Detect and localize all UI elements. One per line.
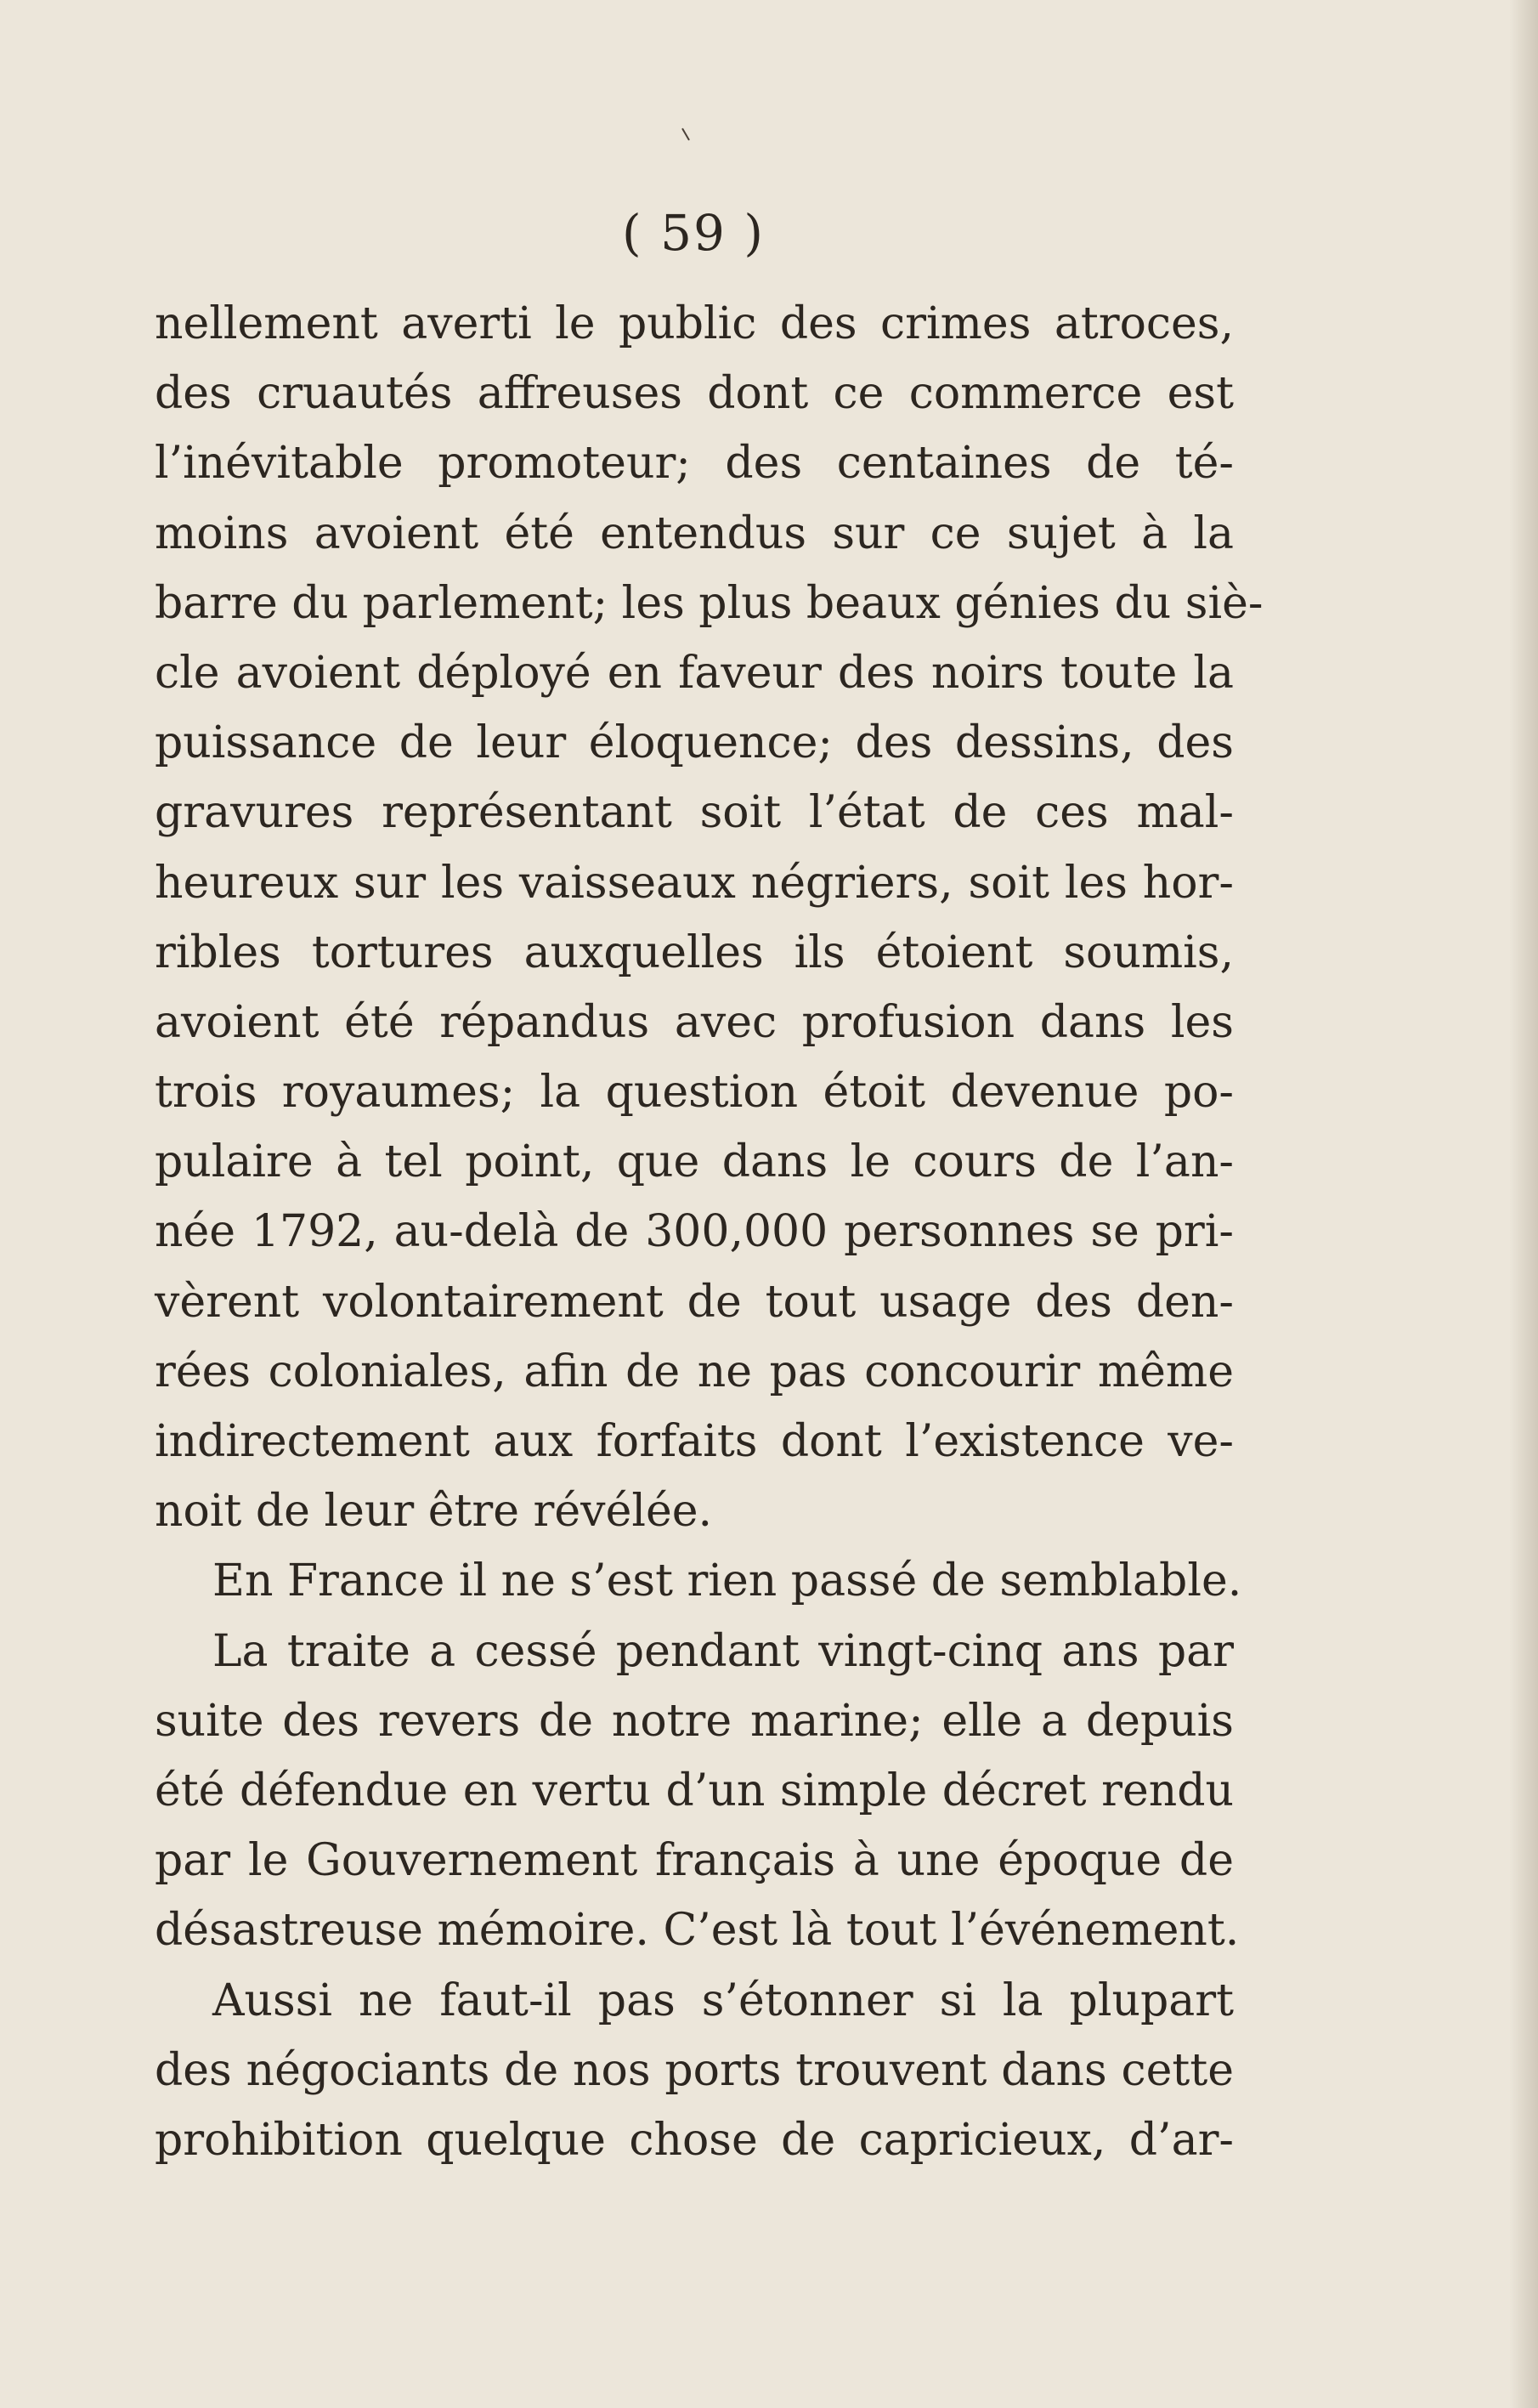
text-line: vèrent volontairement de tout usage des den-	[155, 1276, 1234, 1328]
page-edge-shadow	[1509, 0, 1538, 2408]
body-text	[155, 289, 1264, 2175]
text-line: indirectement aux forfaits dont l’existence ve-	[155, 1416, 1234, 1467]
text-line: noit de leur être révélée.	[155, 1486, 713, 1538]
text-line: puissance de leur éloquence; des dessins, des	[155, 717, 1234, 769]
text-line: avoient été répandus avec profusion dans les	[155, 996, 1234, 1048]
text-line: par le Gouvernement français à une époque de	[155, 1835, 1234, 1887]
text-line: désastreuse mémoire. C’est là tout l’événement.	[155, 1905, 1240, 1957]
text-line: En France il ne s’est rien passé de semblable.	[212, 1555, 1242, 1607]
text-line: gravures représentant soit l’état de ces mal-	[155, 787, 1234, 839]
text-line: pulaire à tel point, que dans le cours de l’an-	[155, 1136, 1234, 1188]
text-line: suite des revers de notre marine; elle a depuis	[155, 1695, 1234, 1747]
text-line: été défendue en vertu d’un simple décret rendu	[155, 1765, 1234, 1816]
text-line: Aussi ne faut-il pas s’étonner si la plupart	[212, 1975, 1234, 2026]
text-line: heureux sur les vaisseaux négriers, soit les hor-	[155, 857, 1234, 909]
text-line: trois royaumes; la question étoit devenue po-	[155, 1067, 1234, 1119]
stray-mark	[681, 128, 690, 141]
text-line: nellement averti le public des crimes atroces,	[155, 298, 1234, 349]
text-line: rées coloniales, afin de ne pas concourir même	[155, 1346, 1234, 1397]
text-line: moins avoient été entendus sur ce sujet à la	[155, 507, 1234, 559]
page-number: ( 59 )	[622, 204, 765, 262]
text-line: ribles tortures auxquelles ils étoient soumis,	[155, 926, 1234, 978]
text-line: l’inévitable promoteur; des centaines de té-	[155, 438, 1234, 490]
text-line: cle avoient déployé en faveur des noirs toute la	[155, 647, 1234, 699]
text-line: barre du parlement; les plus beaux génies du siè-	[155, 577, 1264, 629]
text-line: La traite a cessé pendant vingt-cinq ans par	[212, 1625, 1234, 1677]
text-line: des négociants de nos ports trouvent dans cette	[155, 2044, 1234, 2096]
text-line: née 1792, au-delà de 300,000 personnes se pri-	[155, 1206, 1234, 1258]
text-line: prohibition quelque chose de capricieux, d’ar-	[155, 2114, 1234, 2166]
text-line: des cruautés affreuses dont ce commerce est	[155, 368, 1234, 420]
